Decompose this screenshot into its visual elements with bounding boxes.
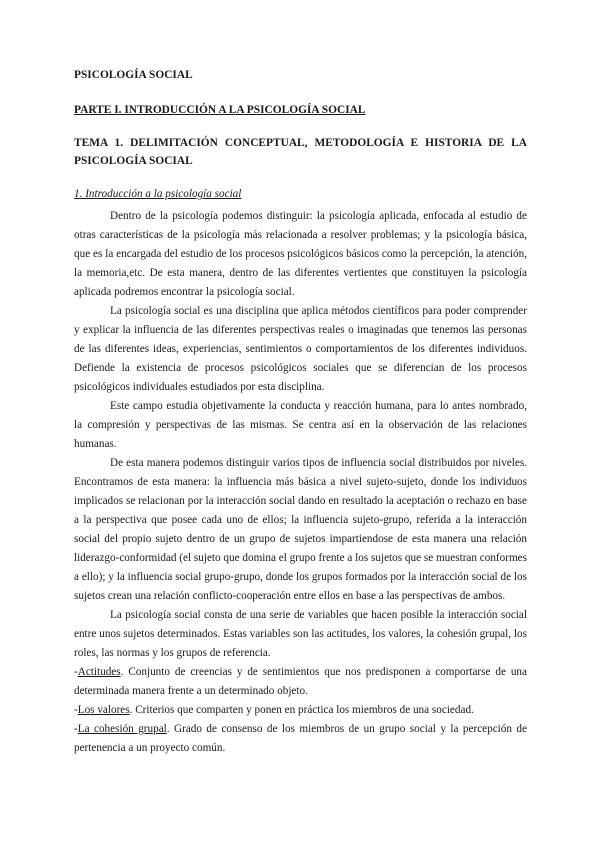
definition-item bbox=[74, 663, 527, 701]
definition-item bbox=[74, 720, 527, 758]
definition-text: . Criterios que comparten y ponen en práctica los miembros de una sociedad. bbox=[129, 704, 474, 716]
definition-item bbox=[74, 701, 527, 720]
definition-term: La cohesión grupal bbox=[77, 723, 167, 735]
definition-term: Los valores bbox=[77, 704, 130, 716]
part-heading: PARTE I. INTRODUCCIÓN A LA PSICOLOGÍA SOCIAL bbox=[74, 104, 366, 116]
paragraph: Este campo estudia objetivamente la conducta y reacción humana, para lo antes nombrado, la compresión y perspectivas de las mismas. Se centra así en la observación de las relaciones humanas. bbox=[74, 400, 527, 450]
document-title: PSICOLOGÍA SOCIAL bbox=[74, 69, 193, 81]
definition-prefix: - bbox=[74, 704, 78, 716]
tema-heading: TEMA 1. DELIMITACIÓN CONCEPTUAL, METODOLOGÍA E HISTORIA DE LA PSICOLOGÍA SOCIAL bbox=[74, 137, 527, 167]
definition-term: Actitudes bbox=[77, 666, 121, 678]
paragraph: La psicología social consta de una serie de variables que hacen posible la interacción social entre unos sujetos determinados. Estas variables son las actitudes, los valores, la cohesión grupal, los roles, las normas y los grupos de referencia. bbox=[74, 609, 527, 659]
definition-text: . Grado de consenso de los miembros de un grupo social y la percepción de pertenencia a un proyecto común. bbox=[74, 723, 527, 754]
definition-prefix: - bbox=[74, 666, 78, 678]
paragraph: Dentro de la psicología podemos distinguir: la psicología aplicada, enfocada al estudio de otras características de la psicología más relacionada a resolver problemas; y la psicología básica, que es la encargada del estudio de los procesos psicológicos básicos como la percepción, la atención, la memoria,etc. De esta manera, dentro de las diferentes vertientes que constituyen la psicología aplicada podremos encontrar la psicología social. bbox=[74, 210, 527, 298]
document-body bbox=[74, 66, 527, 758]
paragraph: La psicología social es una disciplina que aplica métodos científicos para poder comprender y explicar la influencia de las diferentes perspectivas reales o imaginadas que tenemos las personas de las diferentes ideas, experiencias, sentimientos o comportamientos de los diferentes individuos. Defiende la existencia de procesos psicológicos sociales que se diferencian de los procesos psicológicos individuales estudiados por esta disciplina. bbox=[74, 305, 527, 393]
section-heading: 1. Introducción a la psicología social bbox=[74, 188, 242, 200]
definition-prefix: - bbox=[74, 723, 78, 735]
paragraph: De esta manera podemos distinguir varios tipos de influencia social distribuidos por niveles. Encontramos de esta manera: la influencia más básica a nivel sujeto-sujeto, donde los individuos implicados se relacionan por la interacción social dando en resultado la aceptación o rechazo en base a la perspectiva que posee cada uno de ellos; la influencia sujeto-grupo, referida a la interacción social del propio sujeto dentro de un grupo de sujetos impartiendose de esta manera una relación liderazgo-conformidad (el sujeto que domina el grupo frente a los sujetos que se muestran conformes a ello); y la influencia social grupo-grupo, donde los grupos formados por la interacción social de los sujetos crean una relación conflicto-cooperación entre ellos en base a las perspectivas de ambos. bbox=[74, 457, 527, 602]
definition-text: . Conjunto de creencias y de sentimientos que nos predisponen a comportarse de una determinada manera frente a un determinado objeto. bbox=[74, 666, 527, 697]
